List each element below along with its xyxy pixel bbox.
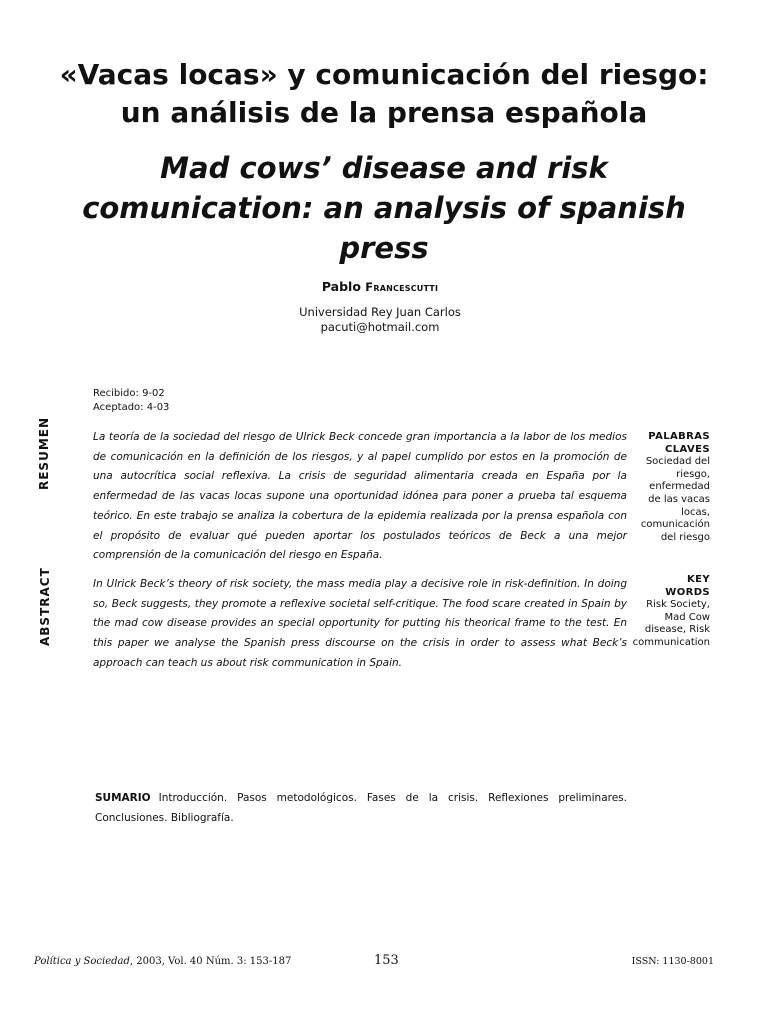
keyword-line: Sociedad del [645, 456, 710, 468]
article-dates [93, 387, 169, 415]
journal-name: Política y Sociedad [34, 956, 130, 967]
author-first-name: Pablo [321, 279, 361, 294]
author-affiliation [0, 305, 760, 335]
keyword-line: comunicación [640, 519, 710, 531]
author-last-name: Francescutti [365, 280, 439, 294]
keyword-line: enfermedad [649, 481, 710, 493]
sumario-label: SUMARIO [95, 792, 151, 804]
author-name [0, 279, 760, 294]
sumario [95, 789, 627, 828]
title-spanish [40, 56, 728, 132]
palabras-claves-heading: PALABRAS [648, 431, 710, 442]
accepted-date: Aceptado: 4-03 [93, 402, 170, 413]
sumario-text: Introducción. Pasos metodológicos. Fases de la crisis. Reflexiones preliminares. Conclusiones. Bibliografía. [95, 792, 627, 824]
keyword-line: Risk Society, [646, 599, 710, 611]
abstract-label: ABSTRACT [38, 567, 52, 646]
palabras-claves [626, 431, 710, 544]
title-english [60, 148, 708, 268]
author-email: pacuti@hotmail.com [320, 320, 440, 334]
keyword-line: Mad Cow [664, 611, 710, 623]
key-words [626, 574, 710, 650]
resumen-text: La teoría de la sociedad del riesgo de Ulrick Beck concede gran importancia a la labor de los medios de comunicación en la definición de los riesgos, y al papel cumplido por estos en la promoción de una autocrítica social reflexiva. La crisis de seguridad alimentaria creada en España por la enfermedad de las vacas locas supone una oportunidad idónea para poner a prueba tal esquema teórico. En este trabajo se analiza la cobertura de la epidemia realizada por la prensa española con el propósito de evaluar qué pueden aportar los postulados teóricos de Beck a una mejor comprensión de la comunicación del riesgo en España. [93, 431, 627, 562]
title-spanish-line: «Vacas locas» y comunicación del riesgo: [59, 58, 709, 91]
resumen-label: RESUMEN [37, 416, 51, 490]
title-english-line: press [339, 231, 429, 265]
key-words-heading: WORDS [665, 586, 710, 598]
footer-citation [34, 956, 291, 967]
received-date: Recibido: 9-02 [93, 388, 165, 399]
title-spanish-line: un análisis de la prensa española [120, 96, 648, 129]
issn: ISSN: 1130-8001 [631, 956, 714, 967]
key-words-heading: KEY [686, 574, 710, 585]
page-number: 153 [374, 953, 399, 968]
keyword-line: communication [632, 636, 710, 648]
palabras-claves-heading: CLAVES [665, 443, 710, 455]
title-english-line: comunication: an analysis of spanish [82, 191, 686, 225]
keyword-line: riesgo, [676, 468, 710, 480]
keyword-line: locas, [681, 506, 710, 518]
keyword-line: de las vacas [648, 493, 710, 505]
university: Universidad Rey Juan Carlos [299, 305, 461, 319]
abstract-text: In Ulrick Beck’s theory of risk society, the mass media play a decisive role in risk-definition. In doing so, Beck suggests, they promote a reflexive societal self-critique. The food scare created in Spain by the mad cow disease provides an special opportunity for putting his theorical frame to the test. En this paper we analyse the Spanish press discourse on the crisis in order to assess what Beck’s approach can teach us about risk communication in Spain. [93, 578, 627, 669]
citation-details: , 2003, Vol. 40 Núm. 3: 153-187 [129, 956, 292, 967]
keyword-line: del riesgo [660, 531, 710, 543]
title-english-line: Mad cows’ disease and risk [160, 151, 608, 185]
keyword-line: disease, Risk [644, 624, 710, 636]
